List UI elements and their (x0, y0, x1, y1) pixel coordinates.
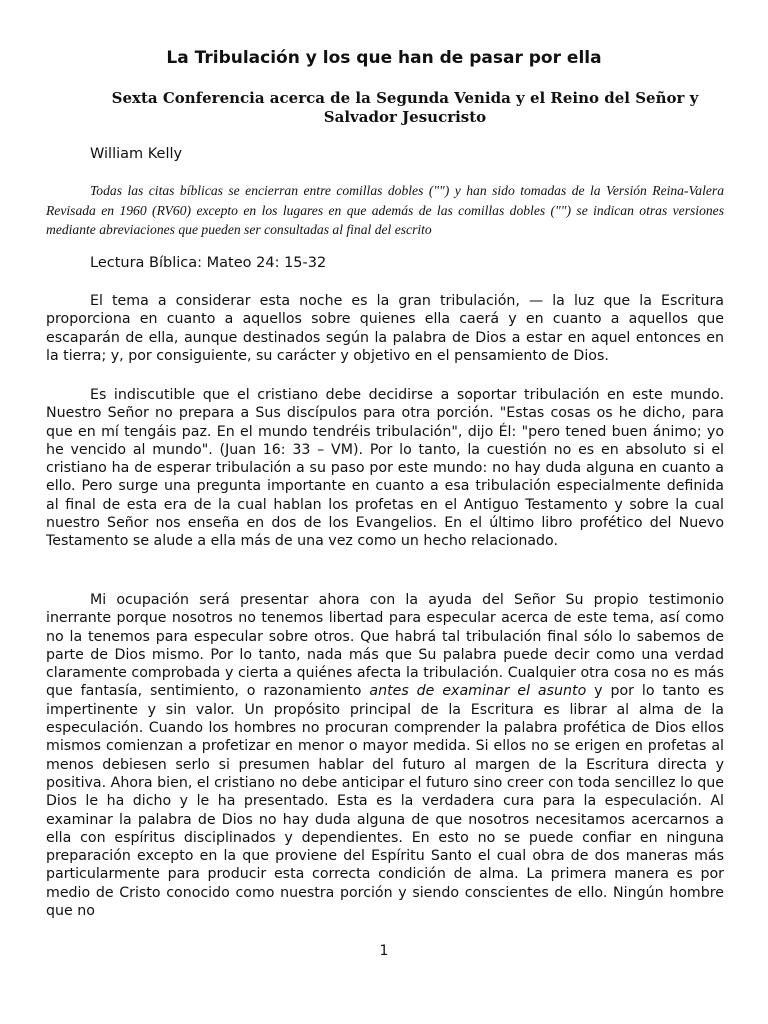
paragraph-3-italic-phrase: antes de examinar el asunto (369, 683, 587, 700)
document-subtitle: Sexta Conferencia acerca de la Segunda Venida y el Reino del Señor y Salvador Jesucristo (111, 89, 699, 126)
document-title: La Tribulación y los que han de pasar por ella (166, 48, 602, 68)
bible-reading: Lectura Bíblica: Mateo 24: 15-32 (90, 255, 327, 271)
body-paragraph-2: Es indiscutible que el cristiano debe decidirse a soportar tribulación en este mundo. Nuestro Señor no prepara a Sus discípulos para otra porción. "Estas cosas os he dicho, para que en mí tengáis paz. En el mundo tendréis tribulación", dijo Él: "pero tened buen ánimo; yo he vencido al mundo". (Juan 16: 33 – VM). Por lo tanto, la cuestión no es en absoluto si el cristiano ha de esperar tribulación a su paso por este mundo: no hay duda alguna en cuanto a ello. Pero surge una pregunta importante en cuanto a esa tribulación especialmente definida al final de esta era de la cual hablan los profetas en el Antiguo Testamento y sobre la cual nuestro Señor nos enseña en dos de los Evangelios. En el último libro profético del Nuevo Testamento se alude a ella más de una vez como un hecho relacionado. (46, 387, 724, 550)
author-name: William Kelly (90, 146, 183, 162)
paragraph-3-text-start: Mi ocupación será presentar ahora con la ayuda del Señor Su propio testimonio inerrante porque nosotros no tenemos libertad para especular acerca de este tema, así como no la tenemos para especular sobre otros. Que habrá tal tribulación final sólo lo sabemos de parte de Dios mismo. Por lo tanto, nada más que Su palabra puede decir como una verdad claramente comprobada y cierta a quiénes afecta la tribulación. Cualquier otra cosa no es más que fantasía, sentimiento, o razonamiento (46, 592, 724, 700)
citation-note: Todas las citas bíblicas se encierran entre comillas dobles ("") y han sido tomadas de la Versión Reina-Valera Revisada en 1960 (RV60) excepto en los lugares en que además de las comillas dobles ("") se indican otras versiones mediante abreviaciones que pueden ser consultadas al final del escrito (46, 183, 724, 237)
body-paragraph-3 (46, 591, 724, 920)
body-paragraph-1: El tema a considerar esta noche es la gran tribulación, — la luz que la Escritura proporciona en cuanto a aquellos sobre quienes ella caerá y en cuanto a aquellos que escaparán de ella, aunque destinados según la palabra de Dios a estar en aquel entonces en la tierra; y, por consiguiente, su carácter y objetivo en el pensamiento de Dios. (46, 293, 724, 364)
paragraph-3-text-end: y por lo tanto es impertinente y sin valor. Un propósito principal de la Escritura es librar al alma de la especulación. Cuando los hombres no procuran comprender la palabra profética de Dios ellos mismos comienzan a profetizar en menor o mayor medida. Si ellos no se erigen en profetas al menos debiesen serlo si presumen hablar del futuro al margen de la Escritura directa y positiva. Ahora bien, el cristiano no debe anticipar el futuro sino creer con toda sencillez lo que Dios le ha dicho y le ha presentado. Esta es la verdadera cura para la especulación. Al examinar la palabra de Dios no hay duda alguna de que nosotros necesitamos acercarnos a ella con espíritus disciplinados y dependientes. En esto no se puede confiar en ninguna preparación excepto en la que proviene del Espíritu Santo el cual obra de dos maneras más particularmente para producir esta correcta condición de alma. La primera manera es por medio de Cristo conocido como nuestra porción y siendo conscientes de ello. Ningún hombre que no (46, 683, 724, 920)
page-number: 1 (379, 943, 389, 959)
